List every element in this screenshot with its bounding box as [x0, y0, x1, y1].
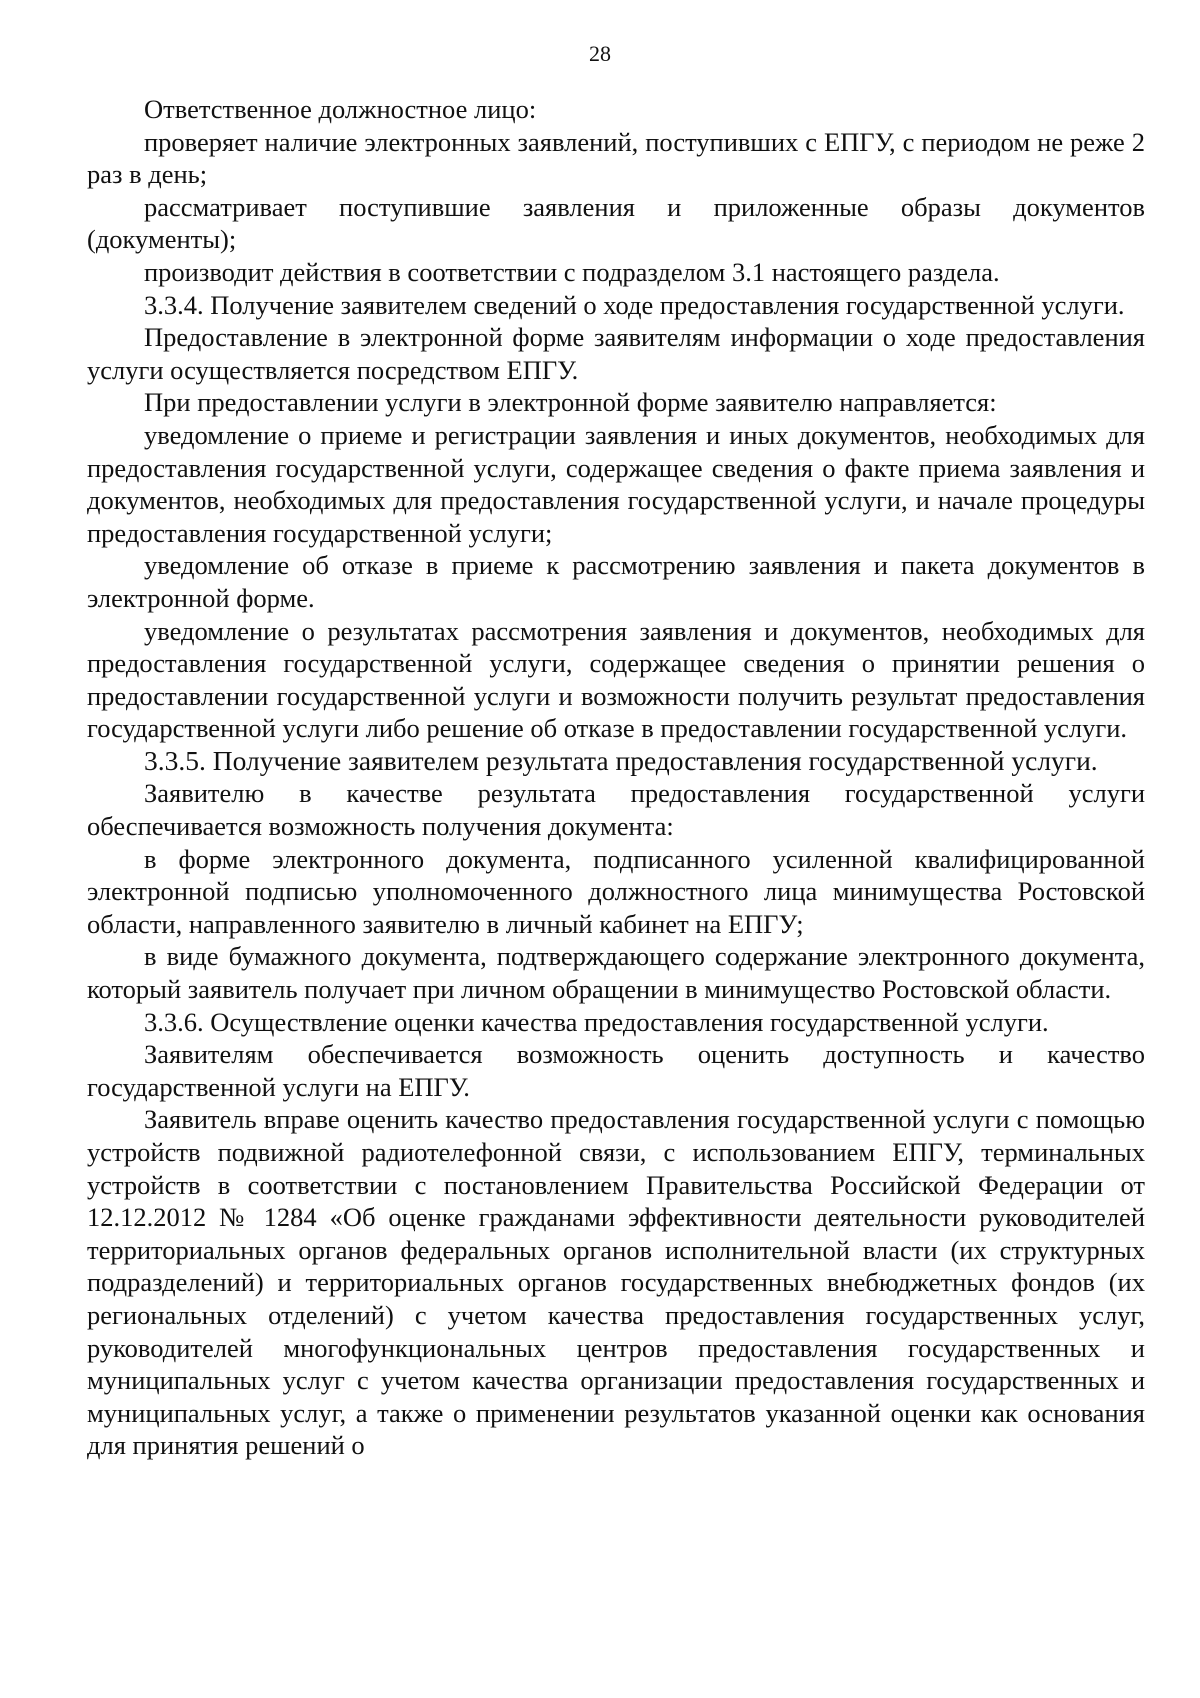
section-heading-3-3-6: 3.3.6. Осуществление оценки качества предоставления государственной услуги.: [144, 1006, 1049, 1037]
paragraph-checks-applications: проверяет наличие электронных заявлений, поступивших с ЕПГУ, с периодом не реже 2 раз в день;: [87, 126, 1145, 190]
paragraph-notification-results: уведомление о результатах рассмотрения заявления и документов, необходимых для предоставления государственной услуги, содержащее сведения о принятии решения о предоставлении государственной услуги и возможности получить результат предоставления государственной услуги либо решение об отказе в предоставлении государственной услуги.: [87, 615, 1145, 744]
paragraph-paper-document: в виде бумажного документа, подтверждающего содержание электронного документа, который заявитель получает при личном обращении в минимущество Ростовской области.: [87, 941, 1145, 1005]
section-heading-3-3-4: 3.3.4. Получение заявителем сведений о ходе предоставления государственной услуги.: [144, 289, 1125, 320]
paragraph-result-document: Заявителю в качестве результата предоставления государственной услуги обеспечивается возможность получения документа:: [87, 778, 1145, 842]
section-heading-3-3-5: 3.3.5. Получение заявителем результата предоставления государственной услуги.: [144, 744, 1098, 776]
paragraph-electronic-document: в форме электронного документа, подписанного усиленной квалифицированной электронной подписью уполномоченного должностного лица минимущества Ростовской области, направленного заявителю в личный кабинет на ЕПГУ;: [87, 843, 1145, 939]
paragraph-reviews-applications: рассматривает поступившие заявления и приложенные образы документов (документы);: [87, 191, 1145, 255]
document-body: [87, 93, 1145, 1462]
paragraph-notification-intro: При предоставлении услуги в электронной форме заявителю направляется:: [144, 387, 997, 418]
paragraph-quality-assessment: Заявителям обеспечивается возможность оценить доступность и качество государственной услуги на ЕПГУ.: [87, 1039, 1145, 1102]
paragraph-quality-rating-rights: Заявитель вправе оценить качество предоставления государственной услуги с помощью устройств подвижной радиотелефонной связи, с использованием ЕПГУ, терминальных устройств в соответствии с постановлением Правительства Российской Федерации от 12.12.2012 № 1284 «Об оценке гражданами эффективности деятельности руководителей территориальных органов федеральных органов исполнительной власти (их структурных подразделений) и территориальных органов государственных внебюджетных фондов (их региональных отделений) с учетом качества предоставления государственных услуг, руководителей многофункциональных центров предоставления государственных и муниципальных услуг с учетом качества организации предоставления государственных и муниципальных услуг, а также о применении результатов указанной оценки как основания для принятия решений о: [87, 1104, 1145, 1461]
paragraph-responsible-official: Ответственное должностное лицо:: [144, 94, 537, 124]
page-number: 28: [589, 41, 611, 66]
paragraph-performs-actions: производит действия в соответствии с подразделом 3.1 настоящего раздела.: [144, 256, 1000, 287]
paragraph-electronic-info: Предоставление в электронной форме заявителям информации о ходе предоставления услуги осуществляется посредством ЕПГУ.: [87, 322, 1145, 385]
paragraph-notification-receipt: уведомление о приеме и регистрации заявления и иных документов, необходимых для предоставления государственной услуги, содержащее сведения о факте приема заявления и документов, необходимых для предоставления государственной услуги, и начале процедуры предоставления государственной услуги;: [87, 419, 1145, 548]
paragraph-notification-refusal: уведомление об отказе в приеме к рассмотрению заявления и пакета документов в электронной форме.: [87, 550, 1145, 613]
